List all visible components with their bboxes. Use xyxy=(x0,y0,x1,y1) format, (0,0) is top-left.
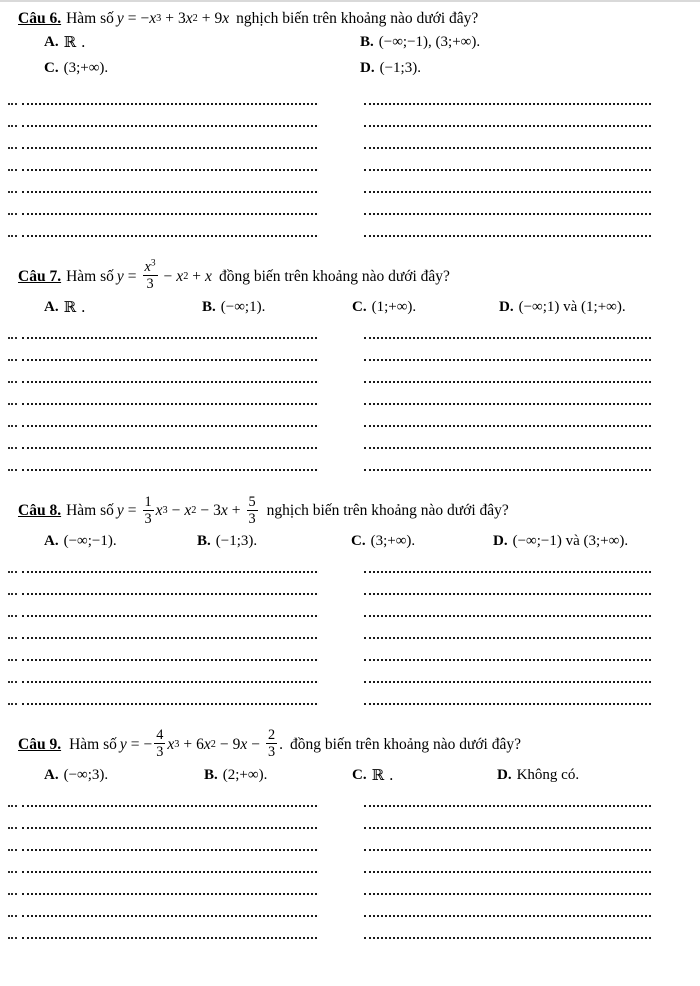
option-text: (−∞;1). xyxy=(220,298,266,315)
dotted-line-right[interactable] xyxy=(364,213,651,215)
option-8-c[interactable] xyxy=(351,533,493,550)
dotted-line-left[interactable] xyxy=(22,871,317,873)
dotted-line-right[interactable] xyxy=(364,169,651,171)
option-text: ℝ . xyxy=(63,298,86,317)
dotted-line-right[interactable] xyxy=(364,103,651,105)
line-lead-dot xyxy=(8,469,17,471)
math-token-x: x xyxy=(184,502,192,520)
dotted-line-right[interactable] xyxy=(364,447,651,449)
dotted-line-left[interactable] xyxy=(22,937,317,939)
answer-line[interactable] xyxy=(0,861,700,883)
option-6-b[interactable] xyxy=(360,34,480,51)
math-coef-3: 3 xyxy=(178,10,186,27)
option-tag: B. xyxy=(360,33,374,50)
math-token-x: x xyxy=(240,735,248,753)
answer-line[interactable] xyxy=(0,795,700,817)
option-text: (−∞;−1), (3;+∞). xyxy=(378,33,481,50)
dotted-line-left[interactable] xyxy=(22,337,317,339)
question-label-8: Câu 8. xyxy=(18,502,62,520)
line-lead-dot xyxy=(8,593,17,595)
answer-line[interactable] xyxy=(0,225,700,247)
answer-line[interactable] xyxy=(0,671,700,693)
option-text: ℝ . xyxy=(63,33,86,52)
fraction-denominator: 3 xyxy=(144,510,152,527)
dotted-line-left[interactable] xyxy=(22,469,317,471)
dotted-line-left[interactable] xyxy=(22,359,317,361)
line-lead-dot xyxy=(8,637,17,639)
option-text: (−1;3). xyxy=(379,59,421,76)
math-token-y: y xyxy=(116,267,124,285)
dotted-line-right[interactable] xyxy=(364,937,651,939)
option-tag: D. xyxy=(493,532,508,549)
option-text: (2;+∞). xyxy=(222,766,268,783)
math-token-x: x xyxy=(205,267,212,285)
option-7-d[interactable] xyxy=(499,299,626,316)
option-6-d[interactable] xyxy=(360,60,421,77)
line-lead-dot xyxy=(8,615,17,617)
answer-line[interactable] xyxy=(0,415,700,437)
dotted-line-right[interactable] xyxy=(364,191,651,193)
option-9-d[interactable] xyxy=(497,767,579,784)
question-stem-8 xyxy=(0,495,700,527)
line-lead-dot xyxy=(8,147,17,149)
dotted-line-right[interactable] xyxy=(364,593,651,595)
dotted-line-left[interactable] xyxy=(22,147,317,149)
option-9-b[interactable] xyxy=(204,767,352,784)
question-stem-prefix-6: Hàm số xyxy=(66,10,114,27)
question-stem-suffix-8: nghịch biến trên khoảng nào dưới đây? xyxy=(266,502,509,520)
line-lead-dot xyxy=(8,915,17,917)
question-block-7 xyxy=(0,247,700,482)
answer-line[interactable] xyxy=(0,437,700,459)
dotted-line-left[interactable] xyxy=(22,893,317,895)
option-text: (−∞;−1). xyxy=(63,532,117,549)
option-tag: C. xyxy=(352,766,367,783)
question-block-6 xyxy=(0,0,700,247)
fraction-5-over-3 xyxy=(247,495,258,527)
fraction-numerator: 4 xyxy=(156,727,164,744)
answer-options-8 xyxy=(0,533,700,550)
answer-row xyxy=(44,59,700,85)
dotted-line-left[interactable] xyxy=(22,615,317,617)
dotted-line-right[interactable] xyxy=(364,425,651,427)
answer-line[interactable] xyxy=(0,561,700,583)
option-8-b[interactable] xyxy=(197,533,351,550)
fraction-denominator: 3 xyxy=(146,276,154,293)
option-tag: A. xyxy=(44,298,59,315)
answer-line[interactable] xyxy=(0,181,700,203)
option-tag: C. xyxy=(44,59,59,76)
answer-line[interactable] xyxy=(0,693,700,715)
line-lead-dot xyxy=(8,359,17,361)
dotted-line-right[interactable] xyxy=(364,235,651,237)
answer-line[interactable] xyxy=(0,93,700,115)
line-lead-dot xyxy=(8,849,17,851)
formula-7: y = $\frac{x^3}{3}$ − x 2 + x xyxy=(116,258,212,293)
dotted-line-left[interactable] xyxy=(22,403,317,405)
answer-options-9 xyxy=(0,766,700,784)
question-stem-suffix-7: đồng biến trên khoảng nào dưới đây? xyxy=(218,267,450,285)
line-lead-dot xyxy=(8,425,17,427)
answer-line[interactable] xyxy=(0,605,700,627)
math-token-minus: − xyxy=(171,502,181,520)
page-top-rule xyxy=(0,0,700,2)
answer-line[interactable] xyxy=(0,115,700,137)
fraction-numerator: 1 xyxy=(144,493,152,510)
answer-line[interactable] xyxy=(0,839,700,861)
answer-line[interactable] xyxy=(0,927,700,949)
math-token-x: x xyxy=(176,267,184,285)
line-lead-dot xyxy=(8,871,17,873)
dotted-line-right[interactable] xyxy=(364,125,651,127)
dotted-line-left[interactable] xyxy=(22,703,317,705)
dotted-line-right[interactable] xyxy=(364,359,651,361)
line-lead-dot xyxy=(8,681,17,683)
question-stem-prefix-8: Hàm số xyxy=(66,502,114,520)
option-text: (3;+∞). xyxy=(63,59,109,76)
option-tag: A. xyxy=(44,33,59,50)
option-tag: A. xyxy=(44,532,59,549)
question-stem-suffix-9: đồng biến trên khoảng nào dưới đây? xyxy=(290,735,521,753)
math-coef-9: 9 xyxy=(214,10,223,27)
math-token-minus: − xyxy=(219,735,229,753)
option-tag: C. xyxy=(351,532,366,549)
question-stem-prefix-7: Hàm số xyxy=(66,267,114,285)
answer-lines-7 xyxy=(0,327,700,481)
answer-line[interactable] xyxy=(0,327,700,349)
question-label-6: Câu 6. xyxy=(18,10,62,27)
option-6-a[interactable] xyxy=(44,33,86,51)
option-tag: B. xyxy=(202,298,216,315)
answer-line[interactable] xyxy=(0,459,700,481)
answer-options-6 xyxy=(0,33,700,85)
dotted-line-right[interactable] xyxy=(364,469,651,471)
math-token-eq: = xyxy=(130,735,140,753)
math-token-x: x xyxy=(144,259,151,276)
math-coef-9: 9 xyxy=(232,735,241,753)
line-lead-dot xyxy=(8,337,17,339)
dotted-line-right[interactable] xyxy=(364,827,651,829)
math-token-x: x xyxy=(203,735,211,753)
dotted-line-left[interactable] xyxy=(22,593,317,595)
line-lead-dot xyxy=(8,571,17,573)
fraction-2-over-3 xyxy=(266,728,277,760)
dotted-line-left[interactable] xyxy=(22,849,317,851)
dotted-line-left[interactable] xyxy=(22,805,317,807)
math-token-x: x xyxy=(149,10,157,27)
answer-line[interactable] xyxy=(0,393,700,415)
option-tag: B. xyxy=(197,532,211,549)
formula-6: y = − x 3 + 3 x 2 + 9 x xyxy=(116,10,230,27)
question-label-7: Câu 7. xyxy=(18,267,62,285)
option-9-c[interactable] xyxy=(352,766,497,784)
dotted-line-right[interactable] xyxy=(364,681,651,683)
fraction-x3-over-3 xyxy=(143,260,158,292)
line-lead-dot xyxy=(8,191,17,193)
option-text: (−1;3). xyxy=(215,532,258,549)
line-lead-dot xyxy=(8,893,17,895)
question-stem-prefix-9: Hàm số xyxy=(69,735,117,753)
answer-line[interactable] xyxy=(0,583,700,605)
math-token-x: x xyxy=(167,735,175,753)
fraction-denominator: 3 xyxy=(156,744,164,761)
dotted-line-left[interactable] xyxy=(22,637,317,639)
answer-cell xyxy=(44,59,360,77)
fraction-denominator: 3 xyxy=(268,744,276,761)
option-7-c[interactable] xyxy=(352,299,499,316)
answer-row xyxy=(44,33,700,59)
formula-9: y = − $\frac{4}{3}$ x 3 + 6 x 2 − 9 x − $\frac{2}{3}$ . xyxy=(119,727,284,761)
line-lead-dot xyxy=(8,169,17,171)
dotted-line-left[interactable] xyxy=(22,447,317,449)
math-token-plus: + xyxy=(183,735,193,753)
dotted-line-right[interactable] xyxy=(364,637,651,639)
dotted-line-left[interactable] xyxy=(22,571,317,573)
option-tag: C. xyxy=(352,298,367,315)
dotted-line-right[interactable] xyxy=(364,403,651,405)
option-9-a[interactable] xyxy=(44,767,204,784)
line-lead-dot xyxy=(8,805,17,807)
dotted-line-left[interactable] xyxy=(22,213,317,215)
dotted-line-left[interactable] xyxy=(22,425,317,427)
answer-cell xyxy=(360,33,676,51)
fraction-numerator: 5 xyxy=(248,493,256,510)
line-lead-dot xyxy=(8,703,17,705)
answer-cell xyxy=(44,33,360,52)
fraction-numerator: 2 xyxy=(268,727,276,744)
option-tag: B. xyxy=(204,766,218,783)
math-token-y: y xyxy=(116,502,124,520)
question-stem-9 xyxy=(0,729,700,761)
math-token-y: y xyxy=(116,10,124,27)
fraction-denominator: 3 xyxy=(248,510,256,527)
math-token-plus: + xyxy=(201,10,211,27)
dotted-line-right[interactable] xyxy=(364,659,651,661)
answer-line[interactable] xyxy=(0,627,700,649)
option-8-d[interactable] xyxy=(493,533,628,550)
dotted-line-left[interactable] xyxy=(22,169,317,171)
dotted-line-left[interactable] xyxy=(22,125,317,127)
answer-line[interactable] xyxy=(0,159,700,181)
option-tag: D. xyxy=(497,766,512,783)
line-lead-dot xyxy=(8,937,17,939)
answer-cell xyxy=(360,59,676,77)
math-token-plus: + xyxy=(231,502,241,520)
answer-line[interactable] xyxy=(0,371,700,393)
option-text: Không có. xyxy=(516,766,580,783)
answer-line[interactable] xyxy=(0,817,700,839)
answer-line[interactable] xyxy=(0,203,700,225)
dotted-line-right[interactable] xyxy=(364,805,651,807)
option-text: (−∞;1) và (1;+∞). xyxy=(518,298,626,315)
line-lead-dot xyxy=(8,213,17,215)
dotted-line-right[interactable] xyxy=(364,893,651,895)
math-token-eq: = xyxy=(127,10,137,27)
dotted-line-left[interactable] xyxy=(22,103,317,105)
line-lead-dot xyxy=(8,447,17,449)
option-text: (1;+∞). xyxy=(371,298,417,315)
line-lead-dot xyxy=(8,381,17,383)
math-token-minus: − xyxy=(163,267,173,285)
fraction-4-over-3 xyxy=(154,728,165,760)
math-token-minus: − xyxy=(200,502,210,520)
question-block-9 xyxy=(0,715,700,950)
option-tag: D. xyxy=(360,59,375,76)
option-7-a[interactable] xyxy=(44,298,202,316)
math-token-minus: − xyxy=(140,10,150,27)
option-6-c[interactable] xyxy=(44,60,108,77)
dotted-line-left[interactable] xyxy=(22,381,317,383)
option-text: ℝ . xyxy=(371,766,394,785)
dotted-line-right[interactable] xyxy=(364,703,651,705)
answer-options-7 xyxy=(0,298,700,316)
dotted-line-right[interactable] xyxy=(364,571,651,573)
question-stem-suffix-6: nghịch biến trên khoảng nào dưới đây? xyxy=(236,10,479,27)
line-lead-dot xyxy=(8,125,17,127)
dotted-line-right[interactable] xyxy=(364,615,651,617)
answer-lines-6 xyxy=(0,93,700,247)
math-token-x: x xyxy=(220,502,228,520)
answer-line[interactable] xyxy=(0,349,700,371)
question-label-9: Câu 9. xyxy=(18,735,62,753)
dotted-line-left[interactable] xyxy=(22,191,317,193)
dotted-line-left[interactable] xyxy=(22,827,317,829)
line-lead-dot xyxy=(8,403,17,405)
dotted-line-right[interactable] xyxy=(364,871,651,873)
math-token-eq: = xyxy=(127,267,137,285)
option-tag: D. xyxy=(499,298,514,315)
answer-line[interactable] xyxy=(0,649,700,671)
question-block-8 xyxy=(0,481,700,715)
line-lead-dot xyxy=(8,103,17,105)
option-8-a[interactable] xyxy=(44,533,197,550)
dotted-line-right[interactable] xyxy=(364,147,651,149)
answer-line[interactable] xyxy=(0,137,700,159)
question-stem-7 xyxy=(0,258,700,293)
option-7-b[interactable] xyxy=(202,299,352,316)
dotted-line-left[interactable] xyxy=(22,659,317,661)
math-token-plus: + xyxy=(165,10,175,27)
math-token-y: y xyxy=(119,735,127,753)
math-token-plus: + xyxy=(192,267,202,285)
math-token-x: x xyxy=(222,10,230,27)
answer-line[interactable] xyxy=(0,905,700,927)
option-text: (3;+∞). xyxy=(370,532,416,549)
math-coef-3: 3 xyxy=(213,502,221,520)
question-stem-6 xyxy=(0,10,700,28)
option-text: (−∞;3). xyxy=(63,766,109,783)
answer-lines-8 xyxy=(0,561,700,715)
line-lead-dot xyxy=(8,659,17,661)
fraction-1-over-3 xyxy=(143,495,154,527)
math-token-minus: − xyxy=(143,735,153,753)
answer-lines-9 xyxy=(0,795,700,949)
option-text: (−∞;−1) và (3;+∞). xyxy=(512,532,629,549)
math-token-x: x xyxy=(155,502,163,520)
line-lead-dot xyxy=(8,827,17,829)
math-coef-6: 6 xyxy=(196,735,204,753)
dotted-line-left[interactable] xyxy=(22,235,317,237)
math-token-eq: = xyxy=(127,502,137,520)
dotted-line-left[interactable] xyxy=(22,681,317,683)
dotted-line-right[interactable] xyxy=(364,849,651,851)
math-exponent-3: 3 xyxy=(150,258,156,269)
line-lead-dot xyxy=(8,235,17,237)
option-tag: A. xyxy=(44,766,59,783)
dotted-line-right[interactable] xyxy=(364,381,651,383)
math-token-period: . xyxy=(279,735,284,753)
formula-8: y = $\frac{1}{3}$ x 3 − x 2 − 3 x + $\frac{5}{3}$ xyxy=(116,493,256,527)
math-token-minus: − xyxy=(251,735,261,753)
dotted-line-right[interactable] xyxy=(364,337,651,339)
dotted-line-left[interactable] xyxy=(22,915,317,917)
math-token-x: x xyxy=(185,10,193,27)
fraction-numerator xyxy=(143,260,158,274)
dotted-line-right[interactable] xyxy=(364,915,651,917)
answer-line[interactable] xyxy=(0,883,700,905)
